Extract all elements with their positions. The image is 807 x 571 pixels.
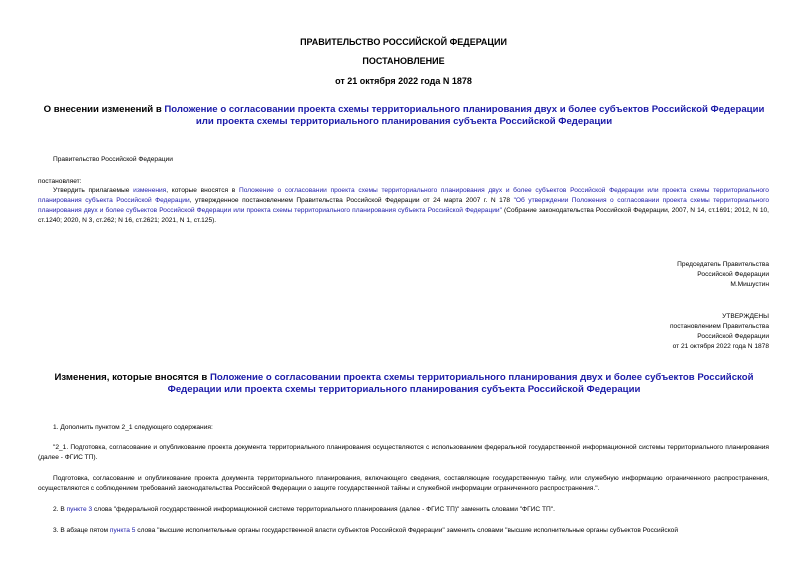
item2-text-b: слова "федеральной государственной информационной системе территориального планирования (далее - ФГИС ТП)" заменить словами "ФГИС ТП". bbox=[92, 506, 555, 513]
approved-line-3: Российской Федерации bbox=[697, 333, 769, 340]
p1-text-d: (Собрание законодательства Российской Федерации, 2007, N 14, ст.1691; 2012, N 10, ст.1240; 2020, N 3, ст.262; N 16, ст.2621; 2021, N 1, ст.125). bbox=[38, 207, 769, 224]
approved-block bbox=[670, 312, 769, 352]
title-prefix: О внесении изменений в bbox=[43, 104, 165, 115]
title-link[interactable]: Положение о согласовании проекта схемы территориального планирования двух и более субъектов Российской Федерации или проекта схемы территориального планирования субъекта Российской Федерации bbox=[164, 104, 765, 127]
gov-line: Правительство Российской Федерации bbox=[53, 156, 173, 163]
changes-title bbox=[38, 372, 770, 396]
change-item-1-quote: "2_1. Подготовка, согласование и опубликование проекта документа территориального планирования осуществляются с использованием федеральной государственной информационной системы территориального планирования (далее - ФГИС ТП). bbox=[38, 444, 769, 461]
resolves-line: постановляет: bbox=[38, 178, 82, 185]
item2-link[interactable]: пункте 3 bbox=[66, 506, 93, 513]
approved-line-1: УТВЕРЖДЕНЫ bbox=[722, 313, 769, 320]
item3-text-b: слова "высшие исполнительные органы государственной власти субъектов Российской Федерации" заменить словами "высшие исполнительные органы субъектов Российской bbox=[135, 527, 679, 534]
p1-text-a: Утвердить прилагаемые bbox=[53, 187, 134, 194]
paragraph-1 bbox=[38, 186, 769, 226]
change-item-1: 1. Дополнить пунктом 2_1 следующего содержания: bbox=[53, 424, 213, 431]
change-item-3 bbox=[53, 526, 769, 536]
p1-text-b: , которые вносятся в bbox=[166, 187, 239, 194]
changes-title-link[interactable]: Положение о согласовании проекта схемы территориального планирования двух и более субъектов Российской Федерации или проекта схемы территориального планирования субъекта Российской Федерации bbox=[167, 372, 754, 395]
change-item-1-quote-2: Подготовка, согласование и опубликование проекта документа территориального планирования, включающего сведения, составляющие государственную тайну, или служебную информацию ограниченного распространения, осуществляются с соблюдением требований законодательства Российской Федерации о защите государственной тайны и служебной информации ограниченного распространения.". bbox=[38, 475, 769, 492]
item3-link[interactable]: пункта 5 bbox=[109, 527, 136, 534]
item2-text-a: 2. В bbox=[53, 506, 67, 513]
signature-line-3: М.Мишустин bbox=[730, 281, 769, 288]
header-doctype: ПОСТАНОВЛЕНИЕ bbox=[362, 56, 445, 66]
p1-link-regulation[interactable]: Положение о согласовании проекта схемы территориального планирования двух и более субъектов Российской Федерации или проекта схемы территориального планирования субъекта Российской Федерации bbox=[38, 187, 769, 204]
item3-text-a: 3. В абзаце пятом bbox=[53, 527, 110, 534]
header-date: от 21 октября 2022 года N 1878 bbox=[335, 76, 472, 86]
approved-line-4: от 21 октября 2022 года N 1878 bbox=[672, 343, 769, 350]
header-org: ПРАВИТЕЛЬСТВО РОССИЙСКОЙ ФЕДЕРАЦИИ bbox=[300, 37, 507, 47]
approved-line-2: постановлением Правительства bbox=[669, 323, 769, 330]
signature-line-1: Председатель Правительства bbox=[677, 261, 769, 268]
document-title bbox=[38, 104, 770, 128]
changes-title-prefix: Изменения, которые вносятся в bbox=[54, 372, 210, 383]
signature-line-2: Российской Федерации bbox=[697, 271, 769, 278]
p1-text-c: , утвержденное постановлением Правительства Российской Федерации от 24 марта 2007 г. N 178 bbox=[189, 197, 514, 204]
p1-link-changes[interactable]: изменения bbox=[133, 187, 167, 194]
p1-link-resolution[interactable]: "Об утверждении Положения о согласовании проекта схемы территориального планирования двух и более субъектов Российской Федерации или проекта схемы территориального планирования субъекта Российской Федерации" bbox=[38, 197, 769, 214]
signature-block bbox=[677, 260, 769, 290]
change-item-2 bbox=[53, 505, 769, 515]
